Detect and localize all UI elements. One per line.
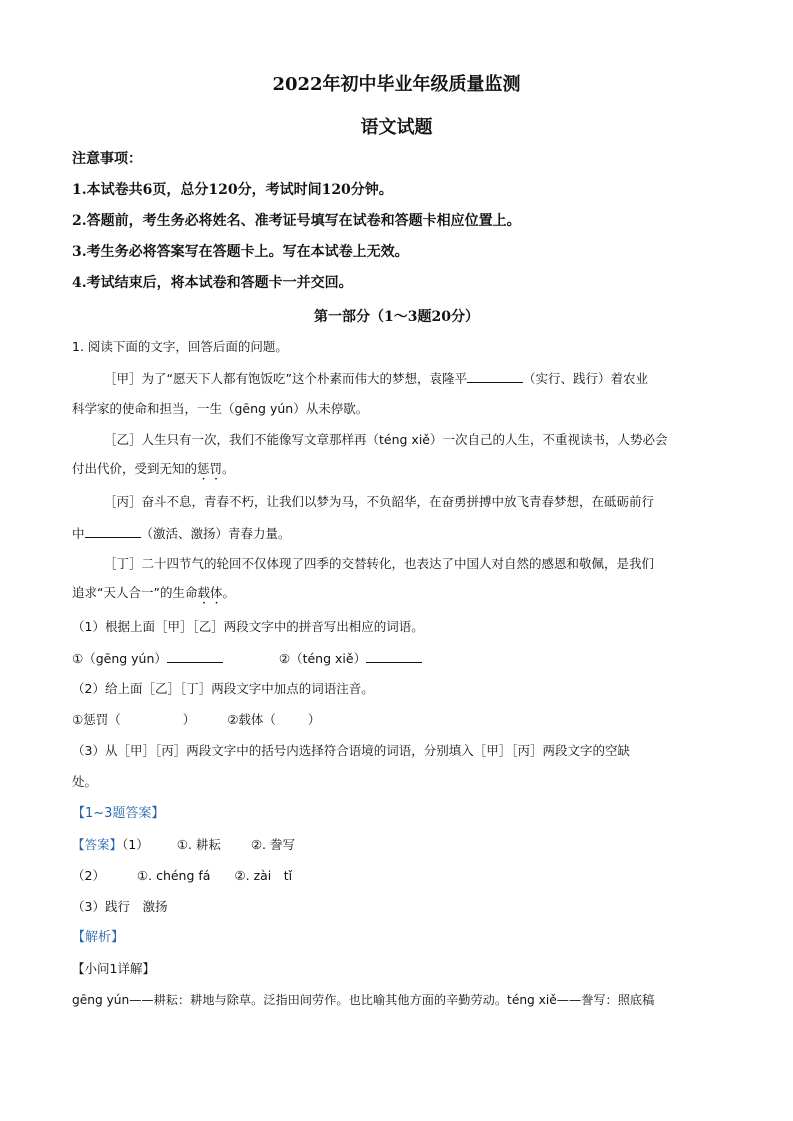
blank-label: ①（gēng yún）	[72, 651, 167, 666]
fill-blank	[167, 650, 223, 663]
subquestion-3-line1: （3）从［甲］［丙］两段文字中的括号内选择符合语境的词语，分别填入［甲］［丙］两段文字的空缺	[72, 743, 630, 758]
passage-text: （实行、践行）着农业	[522, 371, 648, 386]
answer-tag: 【答案】	[72, 837, 123, 852]
passage-ding-line2	[72, 585, 235, 607]
subquestion-2-blanks: ①惩罚（ ） ②载体（ ）	[72, 712, 321, 727]
passage-ding-line1: ［丁］二十四节气的轮回不仅体现了四季的交替转化，也表达了中国人对自然的感恩和敬佩，是我们	[104, 556, 655, 571]
blank-label: ①惩罚（	[72, 712, 121, 727]
subquestion-1-blanks	[72, 650, 422, 667]
subquestion-2: （2）给上面［乙］［丁］两段文字中加点的词语注音。	[72, 681, 374, 696]
passage-text: 。	[222, 585, 235, 600]
blank-label: ②载体（	[227, 712, 276, 727]
passage-text: （激活、激扬）青春力量。	[140, 526, 291, 541]
passage-text: 追求“天人合一”的生命	[72, 585, 198, 600]
question-stem: 1. 阅读下面的文字，回答后面的问题。	[72, 339, 288, 354]
passage-yi-line2	[72, 461, 235, 483]
page-title: 2022年初中毕业年级质量监测	[272, 74, 521, 95]
passage-jia-line1	[104, 370, 648, 387]
fill-blank	[467, 370, 523, 383]
fill-blank	[366, 650, 422, 663]
notice-item: 1.本试卷共6页，总分120分，考试时间120分钟。	[72, 182, 393, 198]
blank-label: ②（téng xiě）	[278, 651, 367, 666]
notice-item: 2.答题前，考生务必将姓名、准考证号填写在试卷和答题卡相应位置上。	[72, 213, 521, 229]
passage-jia-line2: 科学家的使命和担当，一生（gēng yún）从未停歇。	[72, 401, 369, 416]
subquestion-3-line2: 处。	[72, 774, 98, 789]
passage-text: 。	[222, 461, 235, 476]
analysis-tag: 【解析】	[72, 930, 125, 945]
dotted-word: 载体	[197, 585, 223, 600]
detail-tag: 【小问1详解】	[72, 961, 155, 976]
answer-line-3: （3）践行 激扬	[72, 899, 168, 914]
passage-yi-line1: ［乙］人生只有一次，我们不能像写文章那样再（téng xiě）一次自己的人生，不重视读书，人势必会	[104, 432, 668, 447]
notice-item: 3.考生务必将答案写在答题卡上。写在本试卷上无效。	[72, 244, 409, 260]
notice-item: 4.考试结束后，将本试卷和答题卡一并交回。	[72, 275, 353, 291]
notice-heading: 注意事项：	[72, 151, 142, 167]
passage-text: 付出代价，受到无知的	[72, 461, 198, 476]
fill-blank	[85, 525, 141, 538]
passage-bing-line2	[72, 525, 291, 542]
page-subtitle: 语文试题	[360, 117, 433, 138]
detail-text: gēng yún——耕耘：耕地与除草。泛指田间劳作。也比喻其他方面的辛勤劳动。téng xiě——誊写：照底稿	[72, 993, 655, 1007]
answer-line-1: 【答案】（1） ①. 耕耘 ②. 誊写	[72, 837, 295, 852]
passage-text: ［甲］为了“愿天下人都有饱饭吃”这个朴素而伟大的梦想，袁隆平	[104, 371, 467, 386]
section-title: 第一部分（1～3题20分）	[314, 309, 479, 325]
passage-bing-line1: ［丙］奋斗不息，青春不朽，让我们以梦为马，不负韶华，在奋勇拼搏中放飞青春梦想，在砥砺前行	[104, 494, 655, 509]
answer-line-2: （2） ①. chéng fá ②. zài tǐ	[72, 868, 293, 883]
subquestion-1: （1）根据上面［甲］［乙］两段文字中的拼音写出相应的词语。	[72, 619, 424, 634]
answer-group-tag: 【1~3题答案】	[72, 806, 165, 821]
dotted-word: 惩罚	[197, 461, 223, 476]
passage-text: 中	[72, 526, 85, 541]
